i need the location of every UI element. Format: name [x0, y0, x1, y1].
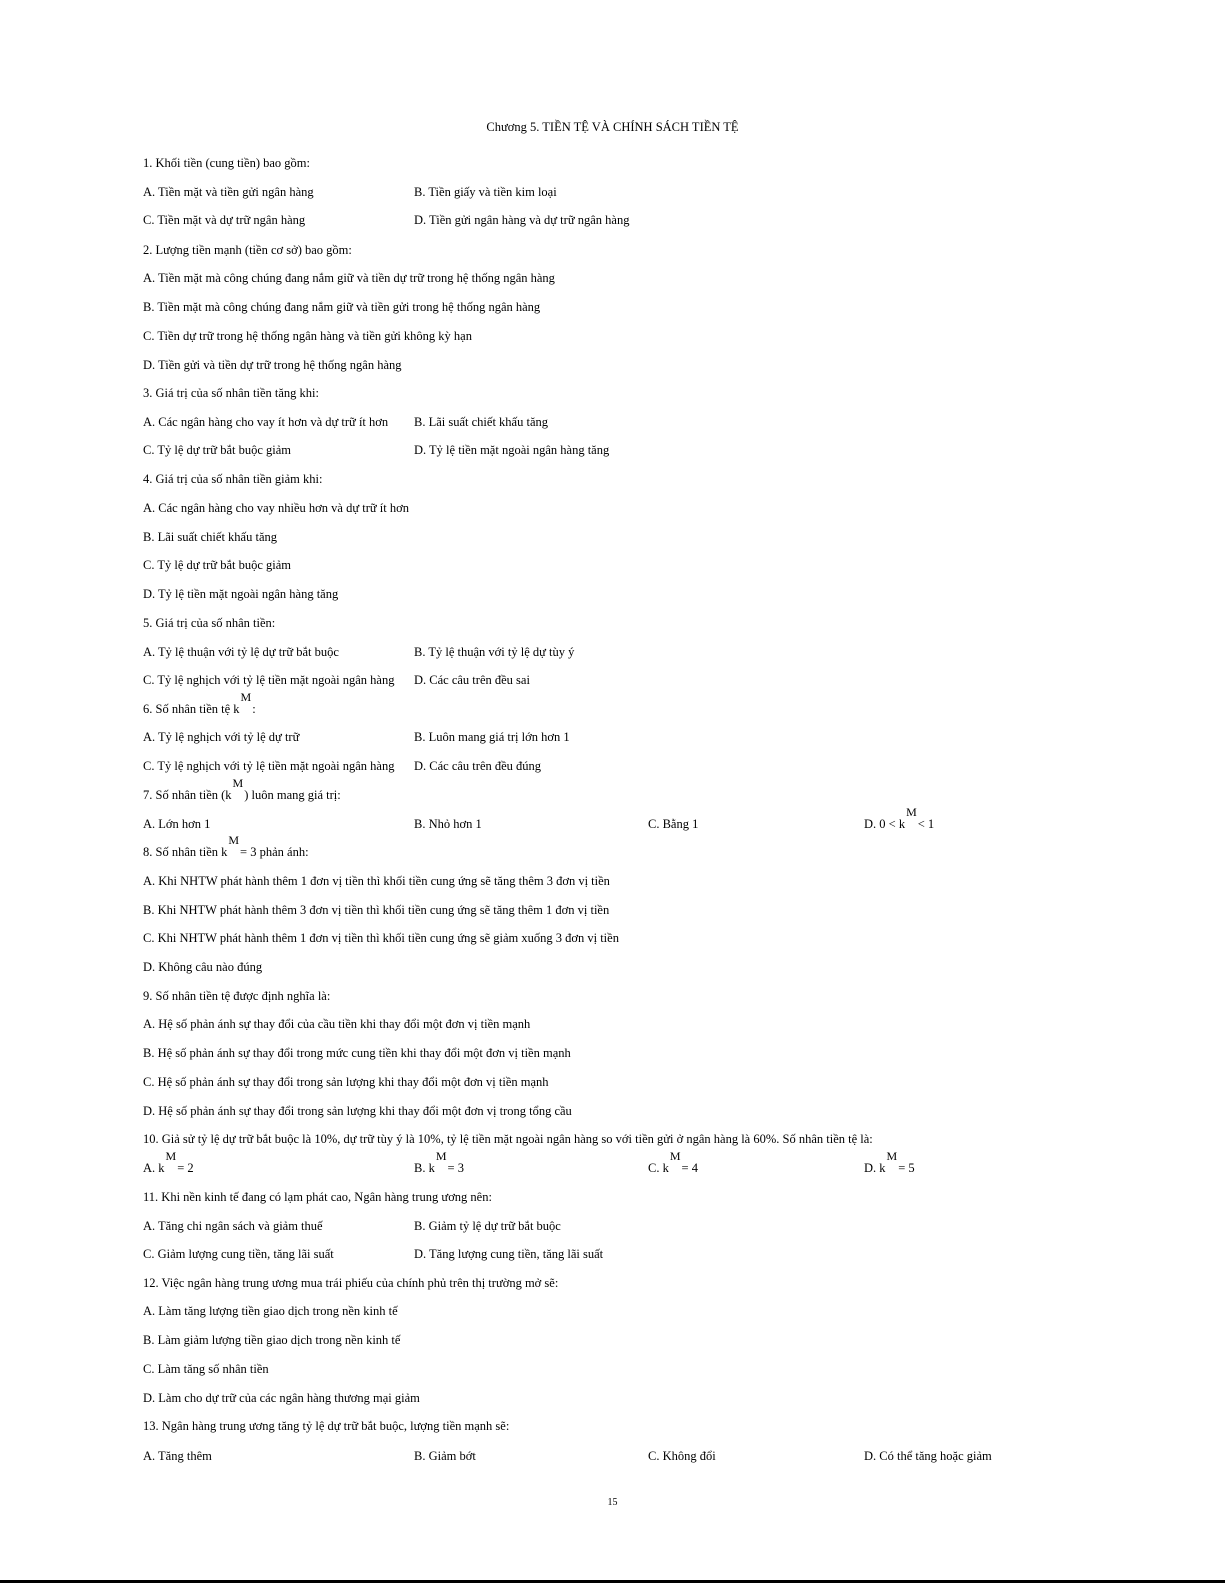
q1-option-d: D. Tiền gửi ngân hàng và dự trữ ngân hàng	[414, 213, 630, 227]
question-4: 4. Giá trị của số nhân tiền giảm khi:	[143, 472, 323, 486]
question-2: 2. Lượng tiền mạnh (tiền cơ sở) bao gồm:	[143, 243, 352, 257]
q3-option-a: A. Các ngân hàng cho vay ít hơn và dự trữ ít hơn	[143, 415, 389, 429]
superscript: M	[886, 1149, 898, 1163]
q5-option-c: C. Tỷ lệ nghịch với tỷ lệ tiền mặt ngoài ngân hàng	[143, 673, 395, 687]
superscript: M	[228, 833, 240, 847]
q3-option-b: B. Lãi suất chiết khấu tăng	[414, 415, 548, 429]
q7-option-c: C. Bằng 1	[648, 817, 699, 831]
page-bottom-rule	[0, 1580, 1225, 1583]
question-11: 11. Khi nền kinh tế đang có lạm phát cao, Ngân hàng trung ương nên:	[143, 1190, 492, 1204]
q8-option-a: A. Khi NHTW phát hành thêm 1 đơn vị tiền thì khối tiền cung ứng sẽ tăng thêm 3 đơn vị tiền	[143, 874, 610, 888]
q2-option-c: C. Tiền dự trữ trong hệ thống ngân hàng và tiền gửi không kỳ hạn	[143, 329, 472, 343]
question-12: 12. Việc ngân hàng trung ương mua trái phiếu của chính phủ trên thị trường mở sẽ:	[143, 1276, 559, 1290]
q11-option-c: C. Giảm lượng cung tiền, tăng lãi suất	[143, 1247, 334, 1261]
q12-option-a: A. Làm tăng lượng tiền giao dịch trong nền kinh tế	[143, 1304, 398, 1318]
q12-option-c: C. Làm tăng số nhân tiền	[143, 1362, 269, 1376]
q4-option-b: B. Lãi suất chiết khấu tăng	[143, 530, 277, 544]
q7-option-b: B. Nhỏ hơn 1	[414, 817, 482, 831]
q11-option-b: B. Giảm tỷ lệ dự trữ bắt buộc	[414, 1219, 561, 1233]
q6-option-d: D. Các câu trên đều đúng	[414, 759, 542, 773]
q11-option-a: A. Tăng chi ngân sách và giảm thuế	[143, 1219, 323, 1233]
question-1: 1. Khối tiền (cung tiền) bao gồm:	[143, 156, 310, 170]
q10-option-c: C. kM= 4	[648, 1149, 698, 1175]
q9-option-b: B. Hệ số phản ánh sự thay đổi trong mức cung tiền khi thay đổi một đơn vị tiền mạnh	[143, 1046, 571, 1060]
q13-option-c: C. Không đổi	[648, 1449, 716, 1463]
superscript: M	[435, 1149, 447, 1163]
q10-option-a: A. kM= 2	[143, 1149, 194, 1175]
q2-option-a: A. Tiền mặt mà công chúng đang nắm giữ và tiền dự trữ trong hệ thống ngân hàng	[143, 271, 555, 285]
q6-option-c: C. Tỷ lệ nghịch với tỷ lệ tiền mặt ngoài ngân hàng	[143, 759, 395, 773]
q12-option-b: B. Làm giảm lượng tiền giao dịch trong nền kinh tế	[143, 1333, 401, 1347]
q8-option-c: C. Khi NHTW phát hành thêm 1 đơn vị tiền thì khối tiền cung ứng sẽ giảm xuống 3 đơn vị tiền	[143, 931, 619, 945]
superscript: M	[165, 1149, 177, 1163]
q13-option-a: A. Tăng thêm	[143, 1449, 212, 1463]
q13-option-d: D. Có thể tăng hoặc giảm	[864, 1449, 992, 1463]
q1-option-b: B. Tiền giấy và tiền kim loại	[414, 185, 557, 199]
q2-option-b: B. Tiền mặt mà công chúng đang nắm giữ và tiền gửi trong hệ thống ngân hàng	[143, 300, 541, 314]
q12-option-d: D. Làm cho dự trữ của các ngân hàng thương mại giảm	[143, 1391, 420, 1405]
question-8: 8. Số nhân tiền kM= 3 phản ánh:	[143, 833, 309, 859]
q6-option-a: A. Tỷ lệ nghịch với tỷ lệ dự trữ	[143, 730, 300, 744]
q5-option-d: D. Các câu trên đều sai	[414, 673, 530, 687]
superscript: M	[240, 690, 252, 704]
question-13: 13. Ngân hàng trung ương tăng tỷ lệ dự trữ bắt buộc, lượng tiền mạnh sẽ:	[143, 1419, 510, 1433]
q7-option-d: D. 0 < kM< 1	[864, 805, 935, 831]
q9-option-a: A. Hệ số phản ánh sự thay đổi của cầu tiền khi thay đổi một đơn vị tiền mạnh	[143, 1017, 531, 1031]
q8-option-d: D. Không câu nào đúng	[143, 960, 263, 974]
q10-option-d: D. kM= 5	[864, 1149, 915, 1175]
page-title: Chương 5. TIỀN TỆ VÀ CHÍNH SÁCH TIỀN TỆ	[486, 120, 739, 134]
superscript: M	[232, 776, 244, 790]
q4-option-d: D. Tỷ lệ tiền mặt ngoài ngân hàng tăng	[143, 587, 339, 601]
page-number: 15	[607, 1497, 618, 1508]
superscript: M	[669, 1149, 681, 1163]
q9-option-d: D. Hệ số phản ánh sự thay đổi trong sản lượng khi thay đổi một đơn vị trong tổng cầu	[143, 1104, 572, 1118]
q2-option-d: D. Tiền gửi và tiền dự trữ trong hệ thống ngân hàng	[143, 358, 402, 372]
question-7: 7. Số nhân tiền (kM) luôn mang giá trị:	[143, 776, 341, 802]
q13-option-b: B. Giảm bớt	[414, 1449, 476, 1463]
question-10: 10. Giả sử tỷ lệ dự trữ bắt buộc là 10%, dự trữ tùy ý là 10%, tỷ lệ tiền mặt ngoài ngân hàng so với tiền gửi ở ngân hàng là 60%. Số nhân tiền tệ là:	[143, 1132, 873, 1146]
q7-option-a: A. Lớn hơn 1	[143, 817, 211, 831]
q3-option-d: D. Tỷ lệ tiền mặt ngoài ngân hàng tăng	[414, 443, 610, 457]
question-5: 5. Giá trị của số nhân tiền:	[143, 616, 276, 630]
question-3: 3. Giá trị của số nhân tiền tăng khi:	[143, 386, 320, 400]
q11-option-d: D. Tăng lượng cung tiền, tăng lãi suất	[414, 1247, 604, 1261]
q4-option-c: C. Tỷ lệ dự trữ bắt buộc giảm	[143, 558, 292, 572]
q8-option-b: B. Khi NHTW phát hành thêm 3 đơn vị tiền thì khối tiền cung ứng sẽ tăng thêm 1 đơn vị tiền	[143, 903, 610, 917]
q1-option-c: C. Tiền mặt và dự trữ ngân hàng	[143, 213, 306, 227]
question-6: 6. Số nhân tiền tệ kM:	[143, 690, 256, 716]
q1-option-a: A. Tiền mặt và tiền gửi ngân hàng	[143, 185, 314, 199]
q5-option-b: B. Tỷ lệ thuận với tỷ lệ dự tùy ý	[414, 645, 575, 659]
q9-option-c: C. Hệ số phản ánh sự thay đổi trong sản lượng khi thay đổi một đơn vị tiền mạnh	[143, 1075, 549, 1089]
q6-option-b: B. Luôn mang giá trị lớn hơn 1	[414, 730, 570, 744]
q4-option-a: A. Các ngân hàng cho vay nhiều hơn và dự trữ ít hơn	[143, 501, 409, 515]
superscript: M	[906, 805, 917, 819]
question-9: 9. Số nhân tiền tệ được định nghĩa là:	[143, 989, 331, 1003]
q10-option-b: B. kM= 3	[414, 1149, 464, 1175]
q5-option-a: A. Tỷ lệ thuận với tỷ lệ dự trữ bắt buộc	[143, 645, 339, 659]
q3-option-c: C. Tỷ lệ dự trữ bắt buộc giảm	[143, 443, 292, 457]
